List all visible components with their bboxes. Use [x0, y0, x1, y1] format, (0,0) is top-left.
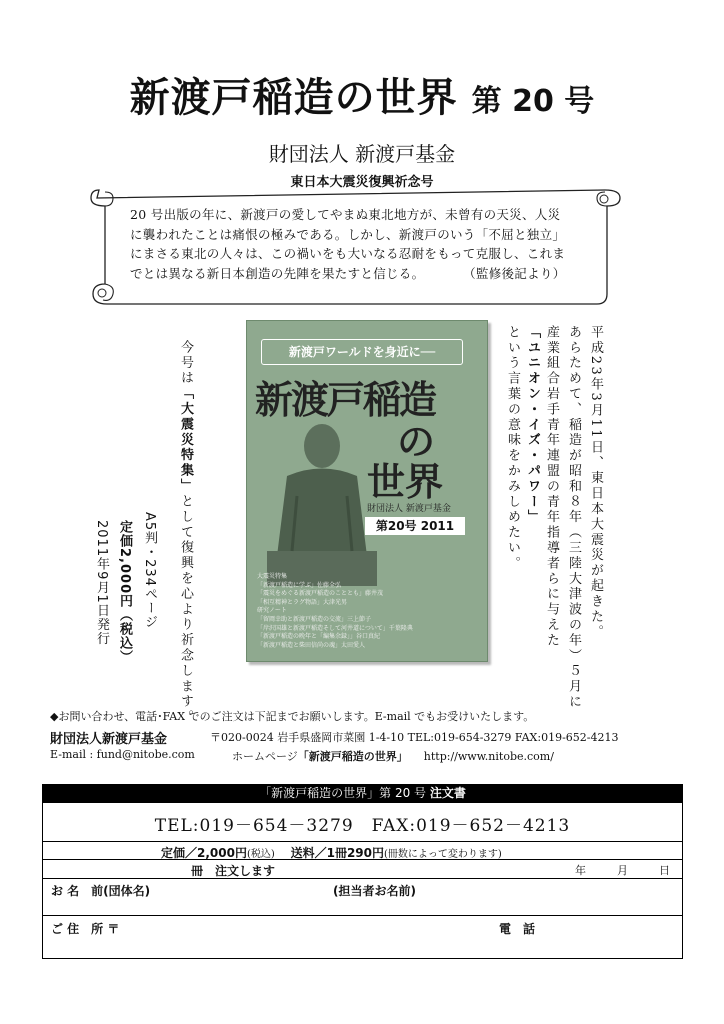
contact-person-label: (担当者お名前)	[333, 884, 416, 898]
order-divider	[43, 841, 682, 842]
homepage-name: 「新渡戸稲造の世界」	[297, 750, 408, 763]
order-heading-text: 「新渡戸稲造の世界」第 20 号	[259, 786, 427, 800]
statue-image-icon	[267, 416, 377, 586]
right-column-1: 平成23年3月11日、東日本大震災が起きた。	[588, 325, 603, 641]
scroll-line: に襲われたことは痛恨の極みである。しかし、新渡戸のいう「不屈と独立」	[130, 226, 566, 242]
order-day: 日	[659, 864, 670, 877]
contact-note: ◆お問い合わせ、電話･FAX でのご注文は下記までお願いします。E-mail でもお受けいたします。	[50, 710, 535, 723]
left-col1-pre: 今号は	[178, 340, 193, 387]
scroll-line: 20 号出版の年に、新渡戸の愛してやまぬ東北地方が、未曾有の天災、人災	[130, 207, 561, 222]
cover-list-item: 「震災をめぐる新渡戸稲造のこととも」藤井茂	[257, 590, 384, 598]
cover-title-line1: 新渡戸稲造	[255, 378, 436, 422]
contact-homepage	[232, 748, 554, 764]
price-vertical: 定価2,000円（税込）	[117, 520, 132, 665]
cover-list-item: 「新渡戸稲造と柴田信尚の魂」太田愛人	[257, 641, 366, 649]
cover-list-item: 「新渡戸稲造に学ぶ」佐藤全弘	[257, 581, 342, 589]
cover-list-item: 研究ノート	[257, 607, 287, 615]
order-month: 月	[617, 864, 628, 877]
contact-org: 財団法人新渡戸基金	[50, 732, 168, 747]
order-year: 年	[575, 864, 586, 877]
cover-list-item: 「岸沢国雄と新渡戸稲造そして河井道について」千葉隆典	[257, 624, 413, 632]
name-field-label: お 名 前(団体名)	[51, 884, 151, 898]
cover-contents-list	[257, 573, 479, 650]
order-price-tax: (税込)	[246, 849, 275, 860]
order-form	[42, 802, 683, 959]
phone-field-label: 電 話	[499, 922, 536, 936]
issue-number: 第 20 号	[471, 84, 595, 119]
order-shipping-note: (冊数によって変わります)	[384, 849, 502, 860]
address-field-label: ご 住 所 〒	[51, 922, 120, 936]
format-pages: A5判・234ページ	[142, 512, 157, 629]
contact-email[interactable]: E-mail : fund@nitobe.com	[50, 748, 195, 761]
right-column-3: 産業組合岩手青年連盟の青年指導者らに与えた	[544, 325, 559, 649]
contact-address: 〒020-0024 岩手県盛岡市菜園 1-4-10 TEL:019-654-3279 FAX:019-652-4213	[210, 731, 619, 744]
foundation-name: 財団法人 新渡戸基金	[268, 142, 456, 166]
magazine-title: 新渡戸稲造の世界	[129, 75, 458, 121]
cover-list-item: 「相互精神とラグ物語」大津光男	[257, 598, 348, 606]
cover-list-item: 「留岡幸助と新渡戸稲造の交流」三上節子	[257, 615, 372, 623]
cover-tagline: 新渡戸ワールドを身近に──	[261, 339, 463, 365]
page-title	[0, 66, 724, 123]
cover-list-item: 「新渡戸稲造の晩年と「編集余録」」谷口真紀	[257, 633, 381, 641]
left-col1-post: として復興を心より祈念します。	[178, 494, 193, 726]
publish-date: 2011年9月1日発行	[94, 520, 109, 646]
scroll-line: でとは異なる新日本創造の先陣を果たすと信じる。 （監修後記より）	[130, 265, 566, 281]
order-divider	[43, 859, 682, 860]
cover-publisher: 財団法人 新渡戸基金	[367, 504, 451, 514]
order-form-header	[42, 784, 683, 802]
order-shipping: 送料／1冊290円	[290, 846, 385, 860]
cover-issue-badge: 第20号 2011	[365, 517, 465, 535]
cover-list-item: 大震災特集	[257, 573, 288, 580]
order-qty-label: 冊 注文します	[191, 864, 276, 878]
cover-title-no: の	[397, 420, 436, 464]
special-issue-subtitle: 東日本大震災復興祈念号	[290, 175, 434, 190]
order-price: 定価／2,000円	[161, 846, 247, 860]
order-tel-fax: TEL:019－654－3279 FAX:019－652－4213	[154, 816, 571, 836]
right-column-2: あらためて、稲造が昭和８年（三陸大津波の年）５月に	[566, 325, 581, 710]
right-column-5: という言葉の意味をかみしめたい。	[505, 325, 520, 572]
scroll-message	[130, 205, 600, 283]
homepage-label: ホームページ	[232, 750, 298, 763]
cover-title-line2: 世界	[367, 460, 444, 504]
right-column-4: 「ユニオン・イズ・パワー」	[525, 325, 540, 526]
order-divider	[43, 878, 682, 879]
homepage-url[interactable]: http://www.nitobe.com/	[423, 750, 554, 763]
scroll-line: にまさる東北の人々は、この禍いをも大いなる忍耐をもって克服し、これま	[130, 246, 566, 261]
order-divider	[43, 915, 682, 916]
left-column-1	[176, 340, 194, 725]
left-col1-bold: 「大震災特集」	[178, 386, 193, 495]
order-heading-bold: 注文書	[429, 786, 466, 800]
book-cover	[246, 320, 488, 662]
